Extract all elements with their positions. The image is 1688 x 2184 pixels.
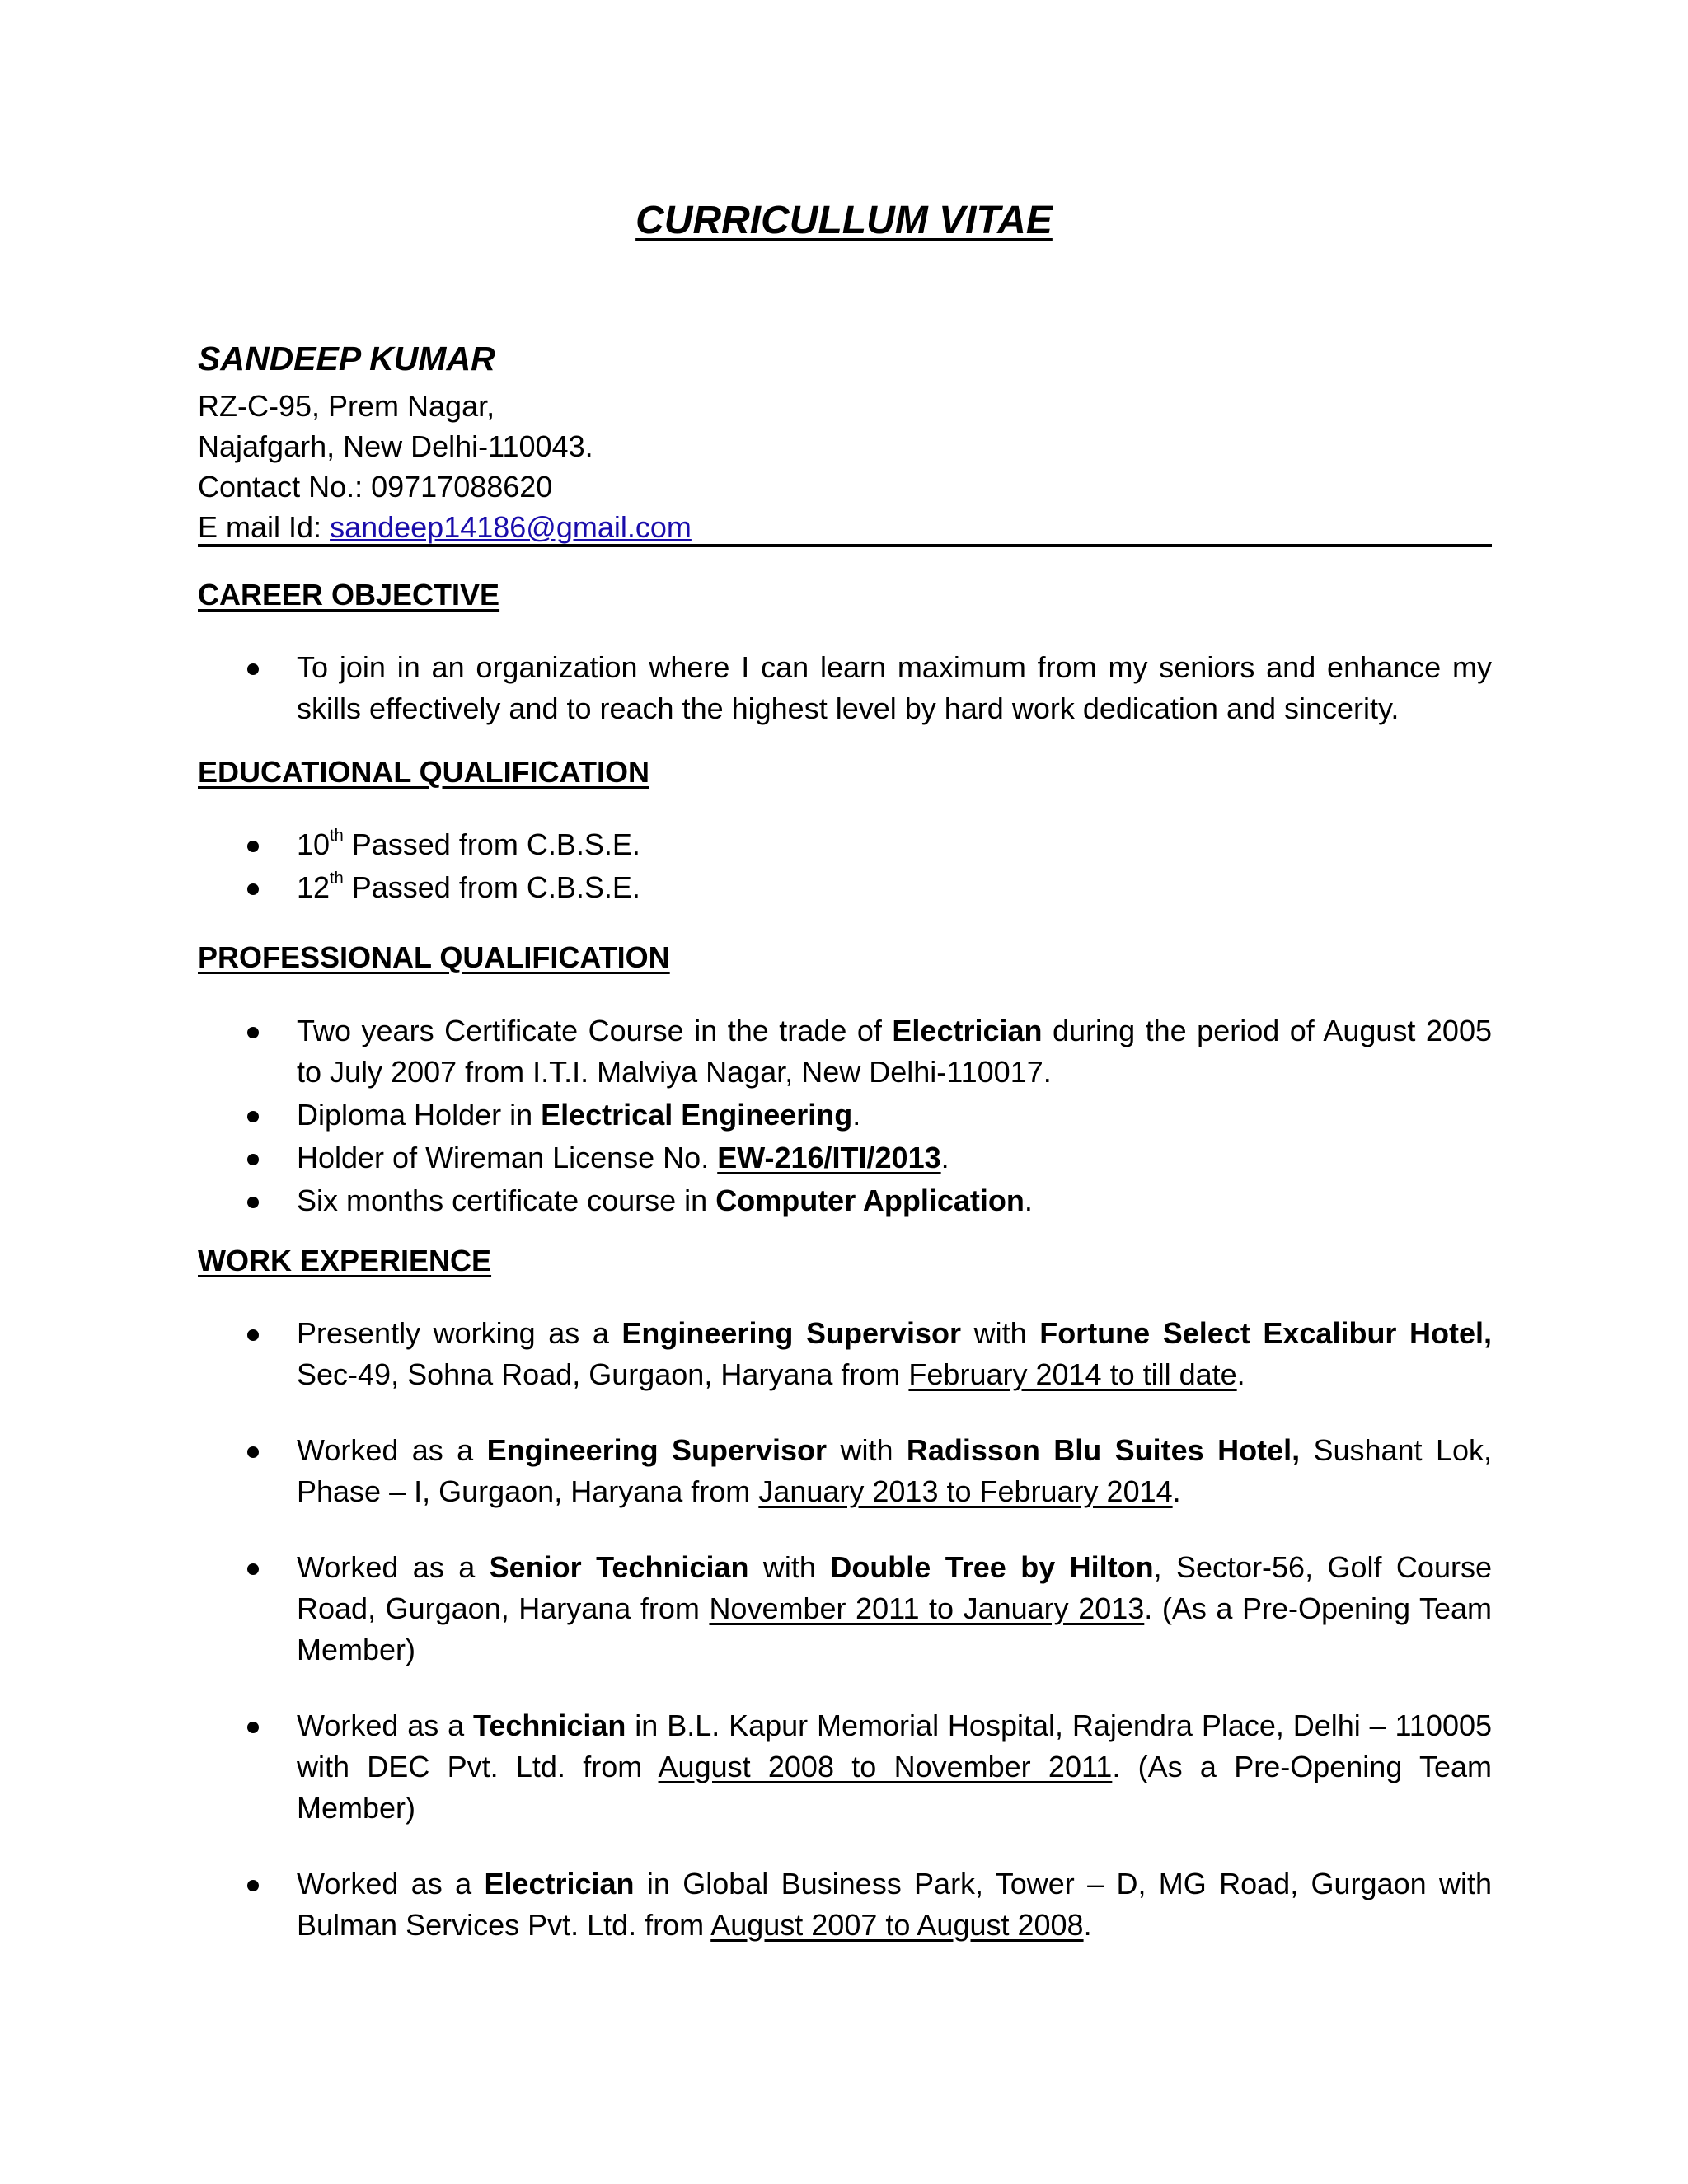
diploma-name: Electrical Engineering [541,1098,853,1132]
text-run: Sec-49, Sohna Road, Gurgaon, Haryana from [297,1357,909,1391]
trade-name: Electrician [892,1014,1043,1047]
text-run: . [852,1098,861,1132]
email-link[interactable]: sandeep14186@gmail.com [330,510,692,544]
career-objective-list [198,647,1492,729]
list-item [198,1094,1492,1136]
address-line-2: Najafgarh, New Delhi-110043. [198,429,593,463]
education-level: 12 [297,870,331,904]
ordinal-suffix: th [330,869,344,888]
email-label: E mail Id: [198,510,331,544]
employer: Fortune Select Excalibur Hotel, [1039,1316,1493,1350]
list-item [198,824,1492,865]
contact-number: 09717088620 [371,470,553,504]
text-run: with [827,1433,907,1467]
candidate-name: SANDEEP KUMAR [198,340,495,377]
contact-number-line [198,466,1492,507]
list-item [198,647,1492,729]
text-run: Holder of Wireman License No. [297,1141,718,1174]
bullet-icon [247,1880,259,1891]
text-run: , Sector-56, Golf Course Road, Gurgaon, Haryana from [297,1550,1492,1625]
professional-list [198,1010,1492,1223]
bullet-icon [247,1446,259,1458]
text-run: . (As a Pre-Opening Team Member) [297,1750,1493,1825]
text-run: . [1024,1183,1033,1217]
address-line-1: RZ-C-95, Prem Nagar, [198,389,495,423]
bullet-icon [247,1027,259,1038]
work-experience-heading: WORK EXPERIENCE [198,1244,492,1277]
text-run: in Global Business Park, Tower – D, MG Road, Gurgaon with Bulman Services Pvt. Ltd. from [297,1867,1492,1942]
text-run: . [1236,1357,1245,1391]
job-period: August 2008 to November 2011 [658,1750,1113,1783]
list-item [198,867,1492,908]
bullet-icon [247,1154,259,1165]
education-detail: Passed from C.B.S.E. [343,870,640,904]
career-objective-heading: CAREER OBJECTIVE [198,578,500,612]
contact-block [198,331,1492,547]
job-role: Electrician [484,1867,635,1900]
job-role: Senior Technician [489,1550,749,1584]
employer: Radisson Blu Suites Hotel, [906,1433,1301,1467]
text-run: . [1172,1474,1181,1508]
contact-number-label: Contact No.: [198,470,372,504]
list-item [198,1010,1492,1093]
list-item [198,1863,1492,1946]
education-detail: Passed from C.B.S.E. [343,827,640,861]
text-run: Worked as a [297,1433,487,1467]
email-line [198,507,1492,547]
bullet-icon [247,841,259,852]
list-item [198,1313,1492,1395]
bullet-icon [247,883,259,895]
job-period: January 2013 to February 2014 [758,1474,1173,1508]
professional-heading: PROFESSIONAL QUALIFICATION [198,940,670,974]
document-title: CURRICULLUM VITAE [635,199,1053,242]
course-name: Computer Application [715,1183,1025,1217]
ordinal-suffix: th [330,827,344,845]
work-experience-list [198,1313,1492,1980]
education-list [198,824,1492,910]
list-item [198,1705,1492,1829]
text-run: Two years Certificate Course in the trade of [297,1014,893,1047]
text-run: Worked as a [297,1550,490,1584]
text-run: . (As a Pre-Opening Team Member) [297,1591,1493,1666]
text-run: Six months certificate course in [297,1183,716,1217]
text-run: Worked as a [297,1708,474,1742]
text-run: Worked as a [297,1867,485,1900]
career-objective-text: To join in an organization where I can learn maximum from my seniors and enhance my skills effectively and to reach the highest level by hard work dedication and sincerity. [297,650,1492,725]
job-period: November 2011 to January 2013 [709,1591,1145,1625]
education-heading: EDUCATIONAL QUALIFICATION [198,755,649,789]
text-run: with [748,1550,831,1584]
bullet-icon [247,663,259,675]
bullet-icon [247,1722,259,1733]
text-run: during the period of August 2005 to July 2007 from I.T.I. Malviya Nagar, New Delhi-110017. [297,1014,1492,1089]
employer: Double Tree by Hilton [830,1550,1154,1584]
list-item [198,1547,1492,1671]
header-divider [198,544,1492,547]
text-run: Presently working as a [297,1316,622,1350]
text-run: Sushant Lok, Phase – I, Gurgaon, Haryana from [297,1433,1492,1508]
list-item [198,1180,1492,1221]
list-item [198,1430,1492,1512]
job-role: Technician [473,1708,626,1742]
bullet-icon [247,1111,259,1122]
bullet-icon [247,1563,259,1575]
education-level: 10 [297,827,331,861]
text-run: Diploma Holder in [297,1098,542,1132]
bullet-icon [247,1329,259,1341]
job-period: August 2007 to August 2008 [710,1908,1084,1942]
job-role: Engineering Supervisor [621,1316,962,1350]
bullet-icon [247,1197,259,1208]
list-item [198,1137,1492,1179]
text-run: . [940,1141,950,1174]
text-run: with [961,1316,1040,1350]
job-role: Engineering Supervisor [486,1433,828,1467]
job-period: February 2014 to till date [908,1357,1237,1391]
text-run: . [1083,1908,1092,1942]
license-number: EW-216/ITI/2013 [717,1141,941,1174]
text-run: in B.L. Kapur Memorial Hospital, Rajendra Place, Delhi – 110005 with DEC Pvt. Ltd. from [297,1708,1493,1783]
